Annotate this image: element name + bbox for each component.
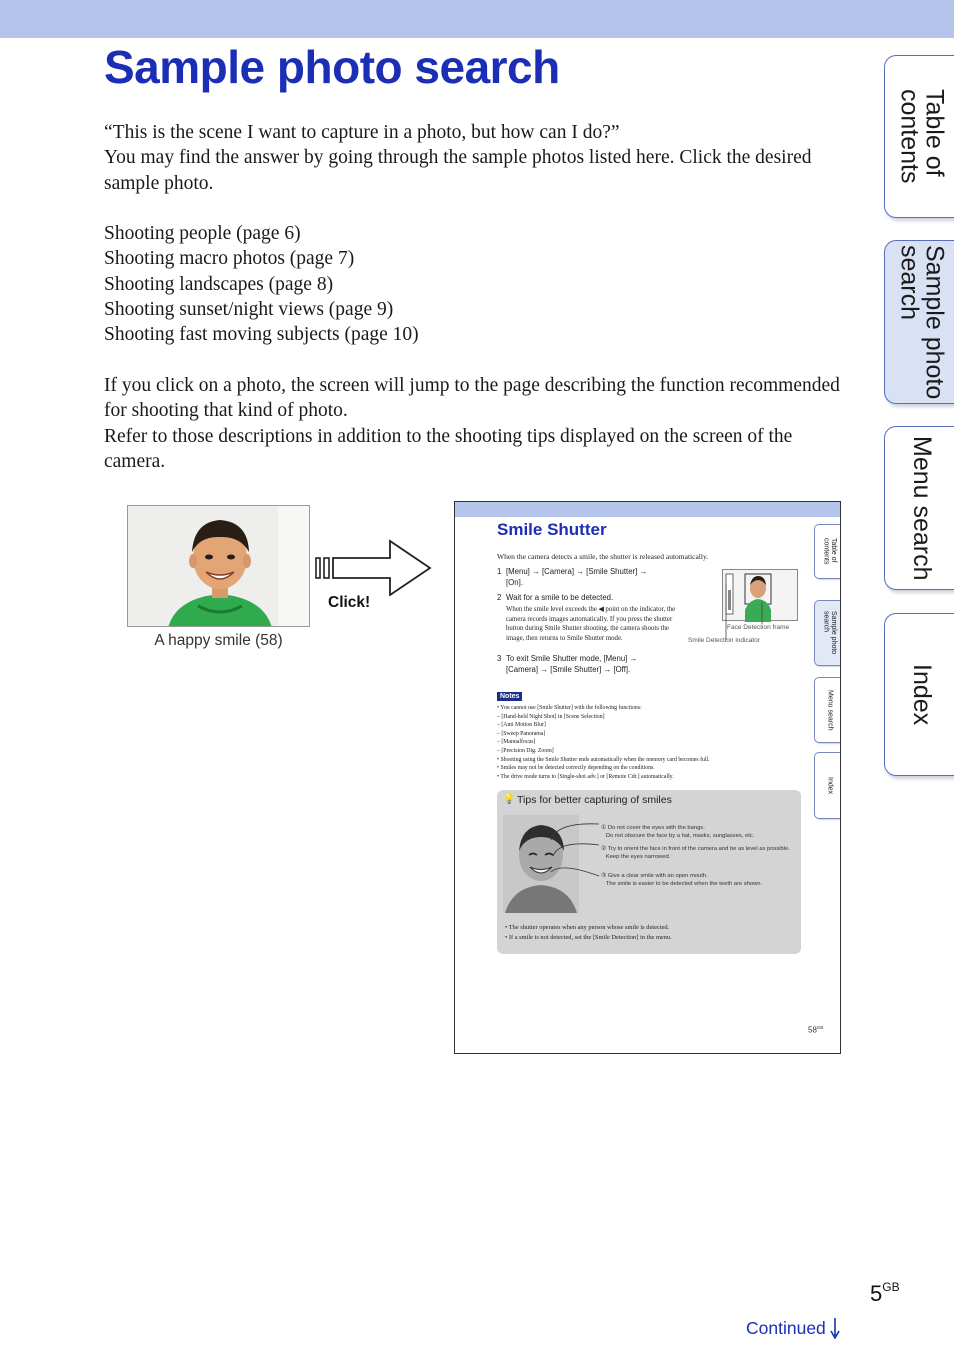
preview-tip-2 xyxy=(601,845,796,861)
arrow-down-icon xyxy=(830,1317,840,1339)
tab-index[interactable] xyxy=(884,613,954,776)
preview-note: – [Hand-held Night Shot] in [Scene Selection] xyxy=(497,713,605,720)
preview-note: • The drive mode turns to [Single-shot adv.] or [Remote Cdr.] automatically. xyxy=(497,773,674,780)
preview-tips-footer xyxy=(505,923,795,942)
preview-step-3-line1: To exit Smile Shutter mode, [Menu] → xyxy=(506,654,638,663)
preview-notes-badge: Notes xyxy=(497,692,522,701)
link-shooting-sunset-night[interactable]: Shooting sunset/night views (page 9) xyxy=(104,298,394,320)
tab-index-label: Index xyxy=(908,663,936,726)
preview-step-2 xyxy=(497,593,697,604)
tab-table-of-contents-label: Table of contents xyxy=(895,89,949,184)
preview-tab-index xyxy=(814,752,841,819)
tab-menu-search[interactable] xyxy=(884,426,954,590)
preview-tab-sample-photo-search xyxy=(814,600,841,666)
preview-note: • Smiles may not be detected correctly depending on the conditions. xyxy=(497,765,655,772)
preview-tab-label: Table of contents xyxy=(822,538,837,565)
preview-face-frame-label: Face Detection frame xyxy=(727,624,790,631)
preview-notes xyxy=(497,704,797,781)
preview-step-1-num: 1 xyxy=(497,567,502,576)
preview-page-number-value: 58 xyxy=(808,1025,817,1035)
tab-table-of-contents[interactable] xyxy=(884,55,954,218)
preview-tips-footer-line: • The shutter operates when any person whose smile is detected. xyxy=(505,924,670,931)
page-number-suffix: GB xyxy=(882,1280,900,1294)
preview-smile-indicator-label: Smile Detection indicator xyxy=(688,637,760,644)
preview-tab-label: Menu search xyxy=(826,689,834,731)
link-shooting-landscapes[interactable]: Shooting landscapes (page 8) xyxy=(104,273,334,295)
page-number-value: 5 xyxy=(870,1281,883,1306)
preview-tip-2-line2: Keep the eyes narrowed. xyxy=(605,854,671,860)
preview-tips-footer-line: • If a smile is not detected, set the [Smile Detection] in the menu. xyxy=(505,933,672,941)
outro-text xyxy=(104,373,849,474)
preview-tip-3 xyxy=(601,872,796,888)
sample-photo-happy-smile[interactable] xyxy=(127,505,310,627)
photo-caption: A happy smile (58) xyxy=(154,632,283,649)
preview-tip-1-num: ① xyxy=(601,825,607,831)
outro-paragraph-1: If you click on a photo, the screen will jump to the page describing the function recommended for shooting that kind of photo. xyxy=(104,375,840,422)
preview-note: – [Manualfocus] xyxy=(497,739,536,746)
click-label: Click! xyxy=(328,594,371,611)
preview-callout-lines xyxy=(717,584,777,644)
preview-note: • You cannot use [Smile Shutter] with the following functions: xyxy=(497,705,642,711)
page-title: Sample photo search xyxy=(104,41,560,93)
preview-note: – [Precision Dig. Zoom] xyxy=(497,747,554,754)
preview-tab-menu-search xyxy=(814,677,841,743)
preview-tab-label: Sample photo search xyxy=(822,611,837,655)
preview-header-band xyxy=(455,502,841,517)
intro-paragraph: You may find the answer by going through the sample photos listed here. Click the desired sample photo. xyxy=(104,147,812,194)
preview-tips-title: Tips for better capturing of smiles xyxy=(517,794,672,806)
intro-quote: “This is the scene I want to capture in a photo, but how can I do?” xyxy=(104,122,620,143)
preview-page-number xyxy=(808,1025,823,1035)
tab-sample-photo-search-label: Sample photo search xyxy=(895,244,949,400)
preview-tab-table-of-contents xyxy=(814,524,841,579)
preview-step-3-line2: [Camera] → [Smile Shutter] → [Off]. xyxy=(506,664,631,674)
page-number xyxy=(870,1280,900,1307)
lightbulb-icon: 💡 xyxy=(503,794,516,805)
preview-step-3 xyxy=(497,654,697,675)
continued-label: Continued xyxy=(746,1317,826,1338)
preview-step-3-num: 3 xyxy=(497,654,502,663)
preview-note: – [Sweep Panorama] xyxy=(497,730,546,737)
preview-tip-3-num: ③ xyxy=(601,873,607,879)
preview-step-2-detail: When the smile level exceeds the ◀ point on the indicator, the camera records images automatically. If you press the shutter button during Smile Shutter shooting, the camera shoots the image, then returns to Smile Shutter mode. xyxy=(506,606,676,642)
preview-tab-label: Index xyxy=(826,776,834,795)
preview-step-2-line1: Wait for a smile to be detected. xyxy=(506,593,614,602)
link-shooting-macro[interactable]: Shooting macro photos (page 7) xyxy=(104,248,355,270)
preview-note: • Shooting using the Smile Shutter ends automatically when the memory card becomes full. xyxy=(497,756,710,763)
preview-tip-1-line1: Do not cover the eyes with the bangs. xyxy=(607,825,705,831)
preview-step-1-line1: [Menu] → [Camera] → [Smile Shutter] → xyxy=(506,567,648,576)
outro-paragraph-2: Refer to those descriptions in addition to the shooting tips displayed on the screen of the camera. xyxy=(104,425,793,472)
preview-step-1-line2: [On]. xyxy=(506,577,523,587)
preview-tips-callouts xyxy=(547,818,607,888)
preview-tip-2-num: ② xyxy=(601,846,607,852)
tab-sample-photo-search[interactable] xyxy=(884,240,954,404)
preview-note: – [Anti Motion Blur] xyxy=(497,722,546,729)
preview-page-suffix: GB xyxy=(816,1025,824,1030)
preview-tip-3-line2: The smile is easier to be detected when the teeth are shown. xyxy=(605,881,763,887)
link-shooting-people[interactable]: Shooting people (page 6) xyxy=(104,223,301,244)
link-shooting-fast-subjects[interactable]: Shooting fast moving subjects (page 10) xyxy=(104,324,419,346)
arrow-right-icon xyxy=(314,538,434,596)
sample-links xyxy=(104,221,849,347)
preview-tip-3-line1: Give a clear smile with an open mouth. xyxy=(607,873,708,879)
continued-link[interactable] xyxy=(746,1317,840,1339)
preview-step-2-num: 2 xyxy=(497,593,502,602)
preview-tip-1-line2: Do not obscure the face by a hat, masks, sunglasses, etc. xyxy=(605,833,755,839)
preview-lead: When the camera detects a smile, the shutter is released automatically. xyxy=(497,552,709,561)
preview-tip-2-line1: Try to orient the face in front of the camera and be as level as possible. xyxy=(607,846,790,852)
preview-tip-1 xyxy=(601,824,796,840)
preview-page-smile-shutter[interactable] xyxy=(454,501,841,1054)
preview-tips-box xyxy=(497,790,801,954)
preview-title: Smile Shutter xyxy=(497,520,607,539)
tab-menu-search-label: Menu search xyxy=(908,435,936,581)
header-band xyxy=(0,0,954,38)
preview-step-1 xyxy=(497,567,697,588)
intro-text xyxy=(104,120,849,196)
smiling-boy-illustration xyxy=(128,506,310,627)
